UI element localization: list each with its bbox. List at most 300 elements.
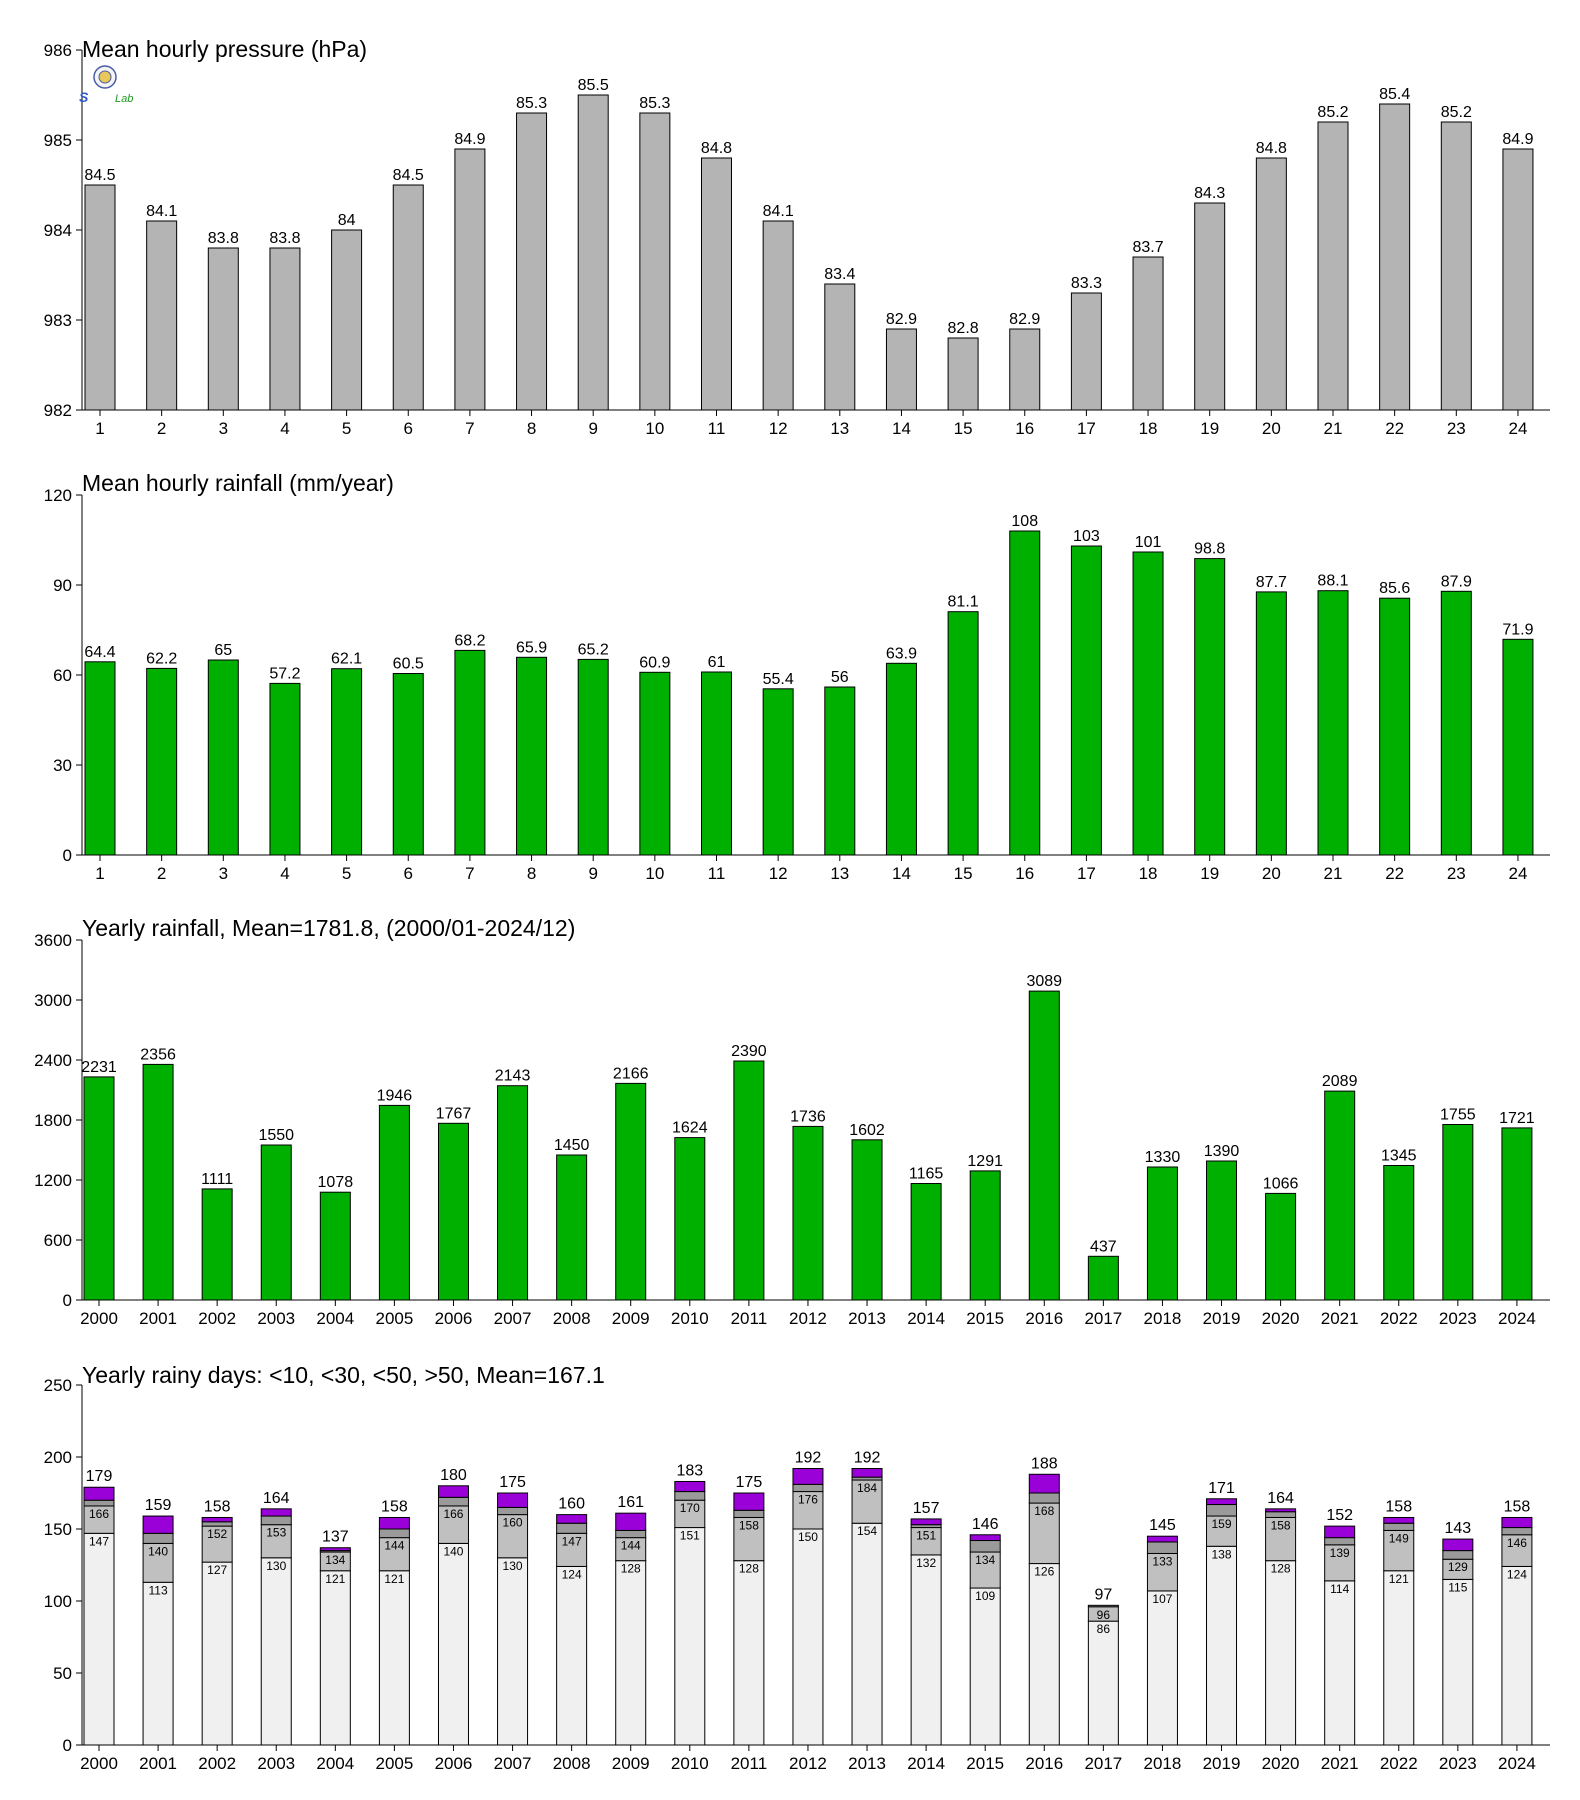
yearly_rain-bar: [675, 1138, 705, 1300]
rainy_days-lt30-label: 144: [620, 1538, 641, 1553]
rainy_days-x-tick-label: 2014: [907, 1754, 946, 1773]
yearly_rain-x-tick-label: 2024: [1498, 1309, 1536, 1328]
rainy_days-segment-0: [379, 1571, 409, 1745]
yearly_rain-y-tick-label: 3600: [34, 931, 72, 950]
hourly_rain-y-tick-label: 60: [53, 666, 72, 685]
pressure-x-tick-label: 3: [218, 419, 229, 438]
rainy_days-x-tick-label: 2008: [552, 1754, 591, 1773]
hourly_rain-bar: [1195, 559, 1225, 855]
rainy_days-segment-0: [616, 1561, 646, 1745]
hourly-rainfall-chart-title: Mean hourly rainfall (mm/year): [82, 470, 394, 496]
rainy_days-lt30-label: 134: [975, 1553, 996, 1568]
hourly_rain-value-label: 65: [214, 642, 233, 659]
pressure-x-tick-label: 5: [341, 419, 352, 438]
yearly_rain-x-tick-label: 2003: [257, 1309, 296, 1328]
hourly_rain-value-label: 60.5: [392, 655, 424, 673]
rainy_days-total-label: 159: [144, 1497, 172, 1515]
yearly_rain-x-tick-label: 2021: [1320, 1309, 1359, 1328]
hourly_rain-bar: [640, 672, 670, 855]
pressure-bar: [208, 248, 238, 410]
rainy_days-lt30-label: 149: [1388, 1531, 1409, 1546]
pressure-x-tick-label: 15: [953, 419, 973, 438]
hourly_rain-y-tick-label: 30: [53, 756, 72, 775]
hourly_rain-bar: [1071, 546, 1101, 855]
hourly_rain-y-tick-label: 0: [62, 846, 72, 865]
hourly_rain-x-tick-label: 5: [341, 864, 352, 883]
yearly_rain-x-tick-label: 2006: [434, 1309, 473, 1328]
rainy_days-total-label: 137: [321, 1528, 349, 1546]
rainy_days-segment-0: [557, 1566, 587, 1745]
hourly_rain-x-tick-label: 8: [526, 864, 537, 883]
rainy_days-segment-2: [84, 1500, 114, 1506]
pressure-bar: [1256, 158, 1286, 410]
yearly_rain-value-label: 2356: [140, 1046, 176, 1064]
pressure-value-label: 82.8: [947, 320, 979, 337]
rainy_days-lt30-label: 160: [502, 1515, 523, 1530]
rainy_days-segment-3: [1325, 1526, 1355, 1538]
pressure-y-tick-label: 983: [43, 311, 72, 330]
hourly_rain-value-label: 62.1: [331, 650, 363, 668]
yearly_rain-y-tick-label: 600: [43, 1231, 72, 1250]
hourly_rain-x-tick-label: 11: [707, 864, 726, 883]
hourly_rain-x-tick-label: 4: [280, 864, 290, 883]
pressure-value-label: 84.8: [1255, 140, 1287, 157]
hourly_rain-value-label: 65.9: [515, 639, 548, 657]
logo-text-secondary: Lab: [115, 93, 134, 105]
rainy_days-segment-2: [261, 1516, 291, 1525]
rainy_days-lt10-label: 150: [797, 1530, 818, 1544]
rainy_days-lt30-label: 159: [1211, 1517, 1232, 1532]
pressure-value-label: 84.9: [454, 131, 486, 148]
pressure-y-tick-label: 982: [43, 401, 72, 420]
rainy_days-segment-3: [143, 1516, 173, 1533]
rainy_days-x-tick-label: 2023: [1438, 1754, 1477, 1773]
rainy_days-lt30-label: 166: [443, 1506, 464, 1521]
yearly_rain-value-label: 1066: [1262, 1175, 1299, 1193]
rainy_days-lt10-label: 124: [1506, 1567, 1527, 1582]
rainy_days-lt30-label: 152: [207, 1527, 228, 1542]
rainy_days-lt30-label: 133: [1152, 1554, 1173, 1569]
rainy_days-segment-3: [1147, 1536, 1177, 1542]
rainy_days-lt10-label: 154: [857, 1524, 878, 1539]
rainy_days-lt10-label: 132: [916, 1555, 937, 1570]
rainy_days-segment-0: [675, 1528, 705, 1745]
yearly_rain-bar: [616, 1083, 646, 1300]
yearly_rain-bar: [320, 1192, 350, 1300]
hourly_rain-x-tick-label: 7: [465, 864, 475, 883]
pressure-bar: [948, 338, 978, 410]
yearly_rain-bar: [1088, 1256, 1118, 1300]
hourly_rain-bar: [85, 662, 115, 855]
rainy_days-segment-0: [1384, 1571, 1414, 1745]
hourly_rain-value-label: 103: [1073, 528, 1100, 545]
pressure-x-tick-label: 22: [1385, 419, 1405, 438]
pressure-x-tick-label: 20: [1261, 419, 1281, 438]
hourly_rain-x-tick-label: 17: [1076, 864, 1096, 883]
hourly_rain-bar: [825, 687, 855, 855]
rainy_days-y-tick-label: 200: [43, 1448, 72, 1467]
hourly_rain-bar: [270, 683, 300, 855]
rainy_days-segment-3: [1266, 1509, 1296, 1512]
hourly_rain-bar: [1133, 552, 1163, 855]
yearly_rain-x-tick-label: 2001: [139, 1309, 177, 1328]
hourly_rain-x-tick-label: 15: [953, 864, 973, 883]
rainy_days-segment-2: [438, 1497, 468, 1506]
rainy_days-x-tick-label: 2007: [493, 1754, 532, 1773]
hourly_rain-value-label: 62.2: [146, 650, 178, 668]
rainy_days-x-tick-label: 2009: [611, 1754, 650, 1773]
hourly_rain-value-label: 64.4: [84, 643, 116, 661]
hourly_rain-bar: [393, 674, 423, 856]
rainy_days-x-tick-label: 2012: [789, 1754, 827, 1773]
yearly_rain-bar: [1443, 1125, 1473, 1301]
rainy_days-x-tick-label: 2017: [1084, 1754, 1123, 1773]
yearly_rain-value-label: 1078: [317, 1174, 354, 1192]
rainy_days-segment-3: [793, 1469, 823, 1485]
rainy_days-segment-0: [793, 1529, 823, 1745]
pressure-x-tick-label: 23: [1446, 419, 1466, 438]
pressure-value-label: 82.9: [1009, 311, 1041, 328]
yearly_rain-x-tick-label: 2011: [730, 1309, 768, 1328]
rainy_days-lt30-label: 151: [916, 1528, 937, 1543]
rainy_days-total-label: 183: [676, 1462, 704, 1480]
rainy_days-lt10-label: 121: [325, 1571, 346, 1586]
yearly_rain-x-tick-label: 2012: [789, 1309, 827, 1328]
hourly_rain-bar: [208, 660, 238, 855]
pressure-value-label: 83.8: [207, 230, 239, 247]
pressure-value-label: 83.3: [1070, 275, 1102, 292]
rainy_days-total-label: 192: [794, 1449, 822, 1467]
rainy_days-x-tick-label: 2020: [1261, 1754, 1300, 1773]
hourly_rain-x-tick-label: 16: [1015, 864, 1035, 883]
rainy_days-segment-3: [202, 1517, 232, 1521]
pressure-value-label: 85.2: [1317, 104, 1349, 121]
hourly_rain-value-label: 63.9: [885, 645, 918, 663]
rainy_days-segment-0: [320, 1571, 350, 1745]
rainy_days-total-label: 161: [617, 1494, 645, 1512]
rainy_days-lt30-label: 184: [857, 1481, 878, 1496]
rainy_days-total-label: 179: [85, 1468, 113, 1486]
rainy_days-total-label: 164: [262, 1489, 290, 1507]
hourly_rain-x-tick-label: 9: [588, 864, 598, 883]
pressure-x-tick-label: 10: [645, 419, 665, 438]
pressure-y-tick-label: 984: [43, 221, 72, 240]
rainy_days-segment-0: [1266, 1561, 1296, 1745]
yearly_rain-x-tick-label: 2018: [1143, 1309, 1182, 1328]
hourly_rain-bar: [147, 668, 177, 855]
rainy_days-segment-0: [1502, 1566, 1532, 1745]
hourly_rain-bar: [455, 650, 485, 855]
rainy_days-total-label: 171: [1208, 1479, 1235, 1497]
rainy_days-lt10-label: 126: [1034, 1564, 1055, 1579]
rainy_days-segment-2: [498, 1507, 528, 1514]
yearly_rain-x-tick-label: 2013: [848, 1309, 886, 1328]
rainy_days-y-tick-label: 150: [43, 1520, 72, 1539]
pressure-value-label: 82.9: [885, 311, 918, 328]
hourly_rain-value-label: 98.8: [1194, 540, 1226, 558]
rainy_days-segment-3: [1029, 1474, 1059, 1493]
yearly_rain-value-label: 3089: [1026, 973, 1063, 991]
rainy_days-y-tick-label: 100: [43, 1592, 72, 1611]
yearly_rain-x-tick-label: 2019: [1202, 1309, 1241, 1328]
pressure-bar: [332, 230, 362, 410]
rainy_days-segment-2: [616, 1530, 646, 1537]
rainy_days-lt10-label: 128: [1270, 1561, 1291, 1576]
pressure-bar: [85, 185, 115, 410]
rainy_days-segment-2: [1325, 1538, 1355, 1545]
yearly_rain-value-label: 1755: [1440, 1106, 1476, 1124]
yearly_rain-x-tick-label: 2010: [670, 1309, 709, 1328]
pressure-value-label: 85.3: [639, 95, 671, 112]
rainy_days-lt10-label: 114: [1330, 1581, 1350, 1596]
yearly_rain-bar: [84, 1077, 114, 1300]
hourly_rain-x-tick-label: 19: [1200, 864, 1220, 883]
hourly_rain-value-label: 55.4: [762, 670, 794, 688]
yearly_rain-bar: [1384, 1166, 1414, 1301]
hourly_rain-bar: [948, 612, 978, 855]
rainy_days-total-label: 158: [381, 1498, 408, 1516]
yearly_rain-bar: [1266, 1193, 1296, 1300]
rainy_days-segment-0: [202, 1562, 232, 1745]
pressure-chart: [44, 36, 1550, 438]
rainy_days-segment-3: [911, 1519, 941, 1525]
yearly_rain-bar: [202, 1189, 232, 1300]
pressure-x-tick-label: 19: [1200, 419, 1220, 438]
rainy_days-segment-2: [379, 1529, 409, 1538]
rainy_days-segment-3: [970, 1535, 1000, 1541]
rainy_days-lt10-label: 127: [207, 1563, 228, 1578]
rainy_days-lt10-label: 140: [443, 1544, 464, 1559]
yearly_rain-bar: [143, 1064, 173, 1300]
hourly_rain-x-tick-label: 13: [830, 864, 850, 883]
rainy_days-segment-0: [1207, 1546, 1237, 1745]
pressure-bar: [1318, 122, 1348, 410]
rainy_days-segment-3: [1443, 1539, 1473, 1551]
yearly_rain-value-label: 1390: [1203, 1143, 1240, 1160]
yearly_rain-x-tick-label: 2007: [493, 1309, 532, 1328]
rainy_days-segment-3: [1384, 1517, 1414, 1523]
rainy_days-lt10-label: 121: [384, 1571, 405, 1586]
rainy_days-total-label: 97: [1094, 1586, 1113, 1604]
hourly_rain-value-label: 101: [1134, 534, 1162, 551]
rainy_days-lt10-label: 121: [1388, 1571, 1409, 1586]
hourly_rain-bar: [763, 689, 793, 855]
yearly_rain-bar: [970, 1171, 1000, 1300]
rainy_days-segment-2: [1502, 1528, 1532, 1535]
rainy_days-segment-0: [911, 1555, 941, 1745]
yearly_rain-y-tick-label: 0: [62, 1291, 72, 1310]
rainy_days-total-label: 188: [1030, 1455, 1058, 1473]
yearly_rain-x-tick-label: 2023: [1438, 1309, 1477, 1328]
rainy_days-segment-2: [1207, 1505, 1237, 1517]
rainy_days-lt30-label: 144: [384, 1538, 405, 1553]
yearly_rain-bar: [557, 1155, 587, 1300]
rainy_days-lt30-label: 158: [1270, 1518, 1291, 1533]
rainy_days-segment-3: [557, 1515, 587, 1524]
hourly_rain-value-label: 61: [707, 654, 726, 671]
pressure-y-tick-label: 986: [43, 41, 72, 60]
rainy_days-x-tick-label: 2018: [1143, 1754, 1182, 1773]
pressure-bar: [147, 221, 177, 410]
pressure-value-label: 84.9: [1502, 131, 1534, 148]
pressure-bar: [455, 149, 485, 410]
rainy-days-chart: [44, 1362, 1550, 1773]
rainy_days-lt30-label: 129: [1447, 1560, 1468, 1575]
rainy_days-total-label: 180: [440, 1466, 467, 1484]
rainy_days-segment-2: [1088, 1605, 1118, 1606]
yearly_rain-bar: [911, 1184, 941, 1301]
rainy_days-x-tick-label: 2003: [257, 1754, 296, 1773]
lab-seal-center-icon: [99, 71, 111, 83]
logo-text-primary: S: [79, 89, 89, 105]
pressure-chart-title: Mean hourly pressure (hPa): [82, 36, 368, 62]
pressure-value-label: 83.7: [1132, 239, 1164, 256]
rainy_days-lt10-label: 86: [1096, 1622, 1111, 1637]
hourly_rain-x-tick-label: 24: [1508, 864, 1528, 883]
yearly_rain-x-tick-label: 2000: [80, 1309, 118, 1328]
rainy_days-lt10-label: 124: [561, 1567, 582, 1582]
rainy_days-lt30-label: 96: [1096, 1607, 1111, 1622]
yearly_rain-y-tick-label: 1200: [34, 1171, 72, 1190]
yearly_rain-x-tick-label: 2005: [375, 1309, 414, 1328]
rainy_days-lt30-label: 170: [679, 1501, 700, 1516]
hourly_rain-value-label: 71.9: [1502, 621, 1534, 639]
pressure-x-tick-label: 8: [526, 419, 537, 438]
rainy_days-y-tick-label: 250: [43, 1376, 72, 1395]
pressure-x-tick-label: 12: [768, 419, 788, 438]
rainy_days-y-tick-label: 0: [62, 1736, 72, 1755]
rainy_days-x-tick-label: 2011: [730, 1754, 768, 1773]
hourly_rain-x-tick-label: 22: [1385, 864, 1405, 883]
rainy_days-lt10-label: 151: [679, 1528, 700, 1543]
pressure-x-tick-label: 16: [1015, 419, 1035, 438]
rainy_days-segment-3: [261, 1509, 291, 1516]
pressure-bar: [1195, 203, 1225, 410]
rainy_days-x-tick-label: 2005: [375, 1754, 414, 1773]
rainy_days-total-label: 152: [1326, 1507, 1354, 1525]
hourly_rain-y-tick-label: 120: [43, 486, 72, 505]
rainy_days-x-tick-label: 2000: [80, 1754, 118, 1773]
pressure-x-tick-label: 24: [1508, 419, 1528, 438]
pressure-bar: [640, 113, 670, 410]
yearly_rain-value-label: 1345: [1380, 1147, 1417, 1165]
yearly_rain-bar: [438, 1123, 468, 1300]
rainy_days-lt30-label: 158: [738, 1518, 759, 1533]
yearly_rain-x-tick-label: 2004: [316, 1309, 355, 1328]
hourly_rain-x-tick-label: 2: [156, 864, 167, 883]
yearly_rain-bar: [498, 1086, 528, 1300]
yearly_rain-value-label: 1721: [1499, 1109, 1535, 1127]
pressure-x-tick-label: 2: [156, 419, 167, 438]
hourly_rain-value-label: 88.1: [1317, 572, 1349, 590]
rainy_days-y-tick-label: 50: [53, 1664, 72, 1683]
rainy_days-x-tick-label: 2015: [966, 1754, 1005, 1773]
yearly_rain-x-tick-label: 2017: [1084, 1309, 1123, 1328]
rainy_days-total-label: 158: [203, 1498, 231, 1516]
hourly_rain-bar: [1503, 639, 1533, 855]
pressure-value-label: 85.3: [515, 95, 548, 112]
hourly_rain-x-tick-label: 10: [645, 864, 665, 883]
yearly_rain-value-label: 1330: [1144, 1149, 1181, 1166]
rainy_days-total-label: 192: [853, 1449, 881, 1467]
rainy_days-segment-0: [261, 1558, 291, 1745]
rainy_days-lt30-label: 146: [1506, 1535, 1527, 1550]
hourly_rain-value-label: 56: [830, 669, 849, 686]
rainy_days-segment-0: [143, 1582, 173, 1745]
hourly_rain-value-label: 60.9: [639, 654, 671, 672]
pressure-x-tick-label: 14: [891, 419, 911, 438]
yearly_rain-value-label: 1291: [967, 1152, 1003, 1170]
rainy_days-segment-2: [1443, 1551, 1473, 1560]
hourly_rain-x-tick-label: 21: [1323, 864, 1343, 883]
yearly_rain-value-label: 2231: [81, 1058, 117, 1076]
rainy_days-x-tick-label: 2006: [434, 1754, 473, 1773]
yearly_rain-y-tick-label: 2400: [34, 1051, 72, 1070]
hourly_rain-bar: [1010, 531, 1040, 855]
pressure-bar: [517, 113, 547, 410]
pressure-bar: [1503, 149, 1533, 410]
yearly_rain-value-label: 2390: [731, 1043, 767, 1060]
rainy_days-total-label: 146: [971, 1515, 999, 1533]
hourly_rain-value-label: 81.1: [947, 593, 979, 611]
rainy_days-segment-0: [852, 1523, 882, 1745]
rainy_days-segment-3: [1207, 1499, 1237, 1505]
yearly_rain-value-label: 1946: [376, 1087, 413, 1105]
rainy_days-segment-3: [320, 1548, 350, 1551]
yearly_rain-value-label: 1736: [790, 1108, 826, 1126]
yearly_rain-value-label: 2143: [494, 1067, 531, 1085]
rainy_days-segment-0: [1147, 1591, 1177, 1745]
hourly_rain-x-tick-label: 1: [95, 864, 105, 883]
yearly_rain-value-label: 1165: [908, 1165, 944, 1183]
rainy_days-total-label: 143: [1444, 1520, 1472, 1538]
rainy_days-lt10-label: 138: [1211, 1547, 1232, 1562]
rainy_days-segment-3: [379, 1517, 409, 1529]
hourly_rain-x-tick-label: 3: [218, 864, 229, 883]
pressure-x-tick-label: 18: [1138, 419, 1158, 438]
hourly_rain-bar: [1256, 592, 1286, 855]
rainy_days-segment-0: [1443, 1579, 1473, 1745]
rainy_days-total-label: 175: [735, 1474, 763, 1491]
yearly_rain-value-label: 1111: [201, 1170, 234, 1188]
yearly_rain-value-label: 2089: [1321, 1073, 1358, 1091]
rainy_days-lt30-label: 134: [325, 1553, 346, 1568]
rainy_days-total-label: 158: [1385, 1498, 1413, 1516]
hourly_rain-value-label: 68.2: [454, 632, 486, 650]
rainy_days-x-tick-label: 2024: [1498, 1754, 1536, 1773]
hourly_rain-value-label: 87.9: [1440, 573, 1472, 591]
rainy_days-lt10-label: 130: [266, 1558, 287, 1573]
hourly_rain-bar: [702, 672, 732, 855]
pressure-bar: [702, 158, 732, 410]
rainy_days-lt30-label: 176: [797, 1492, 818, 1507]
rainy_days-segment-3: [734, 1493, 764, 1510]
rainy_days-segment-0: [1325, 1581, 1355, 1745]
pressure-value-label: 84.3: [1194, 185, 1226, 202]
yearly-rainfall-chart-title: Yearly rainfall, Mean=1781.8, (2000/01-2024/12): [82, 915, 576, 941]
rainy_days-x-tick-label: 2001: [139, 1754, 177, 1773]
pressure-x-tick-label: 11: [707, 419, 726, 438]
rainy_days-x-tick-label: 2019: [1202, 1754, 1241, 1773]
yearly_rain-y-tick-label: 1800: [34, 1111, 72, 1130]
yearly_rain-x-tick-label: 2022: [1379, 1309, 1418, 1328]
rainy_days-segment-2: [1029, 1493, 1059, 1503]
yearly_rain-bar: [1029, 991, 1059, 1300]
rainy_days-segment-0: [84, 1533, 114, 1745]
rainy_days-segment-0: [734, 1561, 764, 1745]
yearly_rain-value-label: 1602: [849, 1121, 885, 1139]
hourly_rain-y-tick-label: 90: [53, 576, 72, 595]
